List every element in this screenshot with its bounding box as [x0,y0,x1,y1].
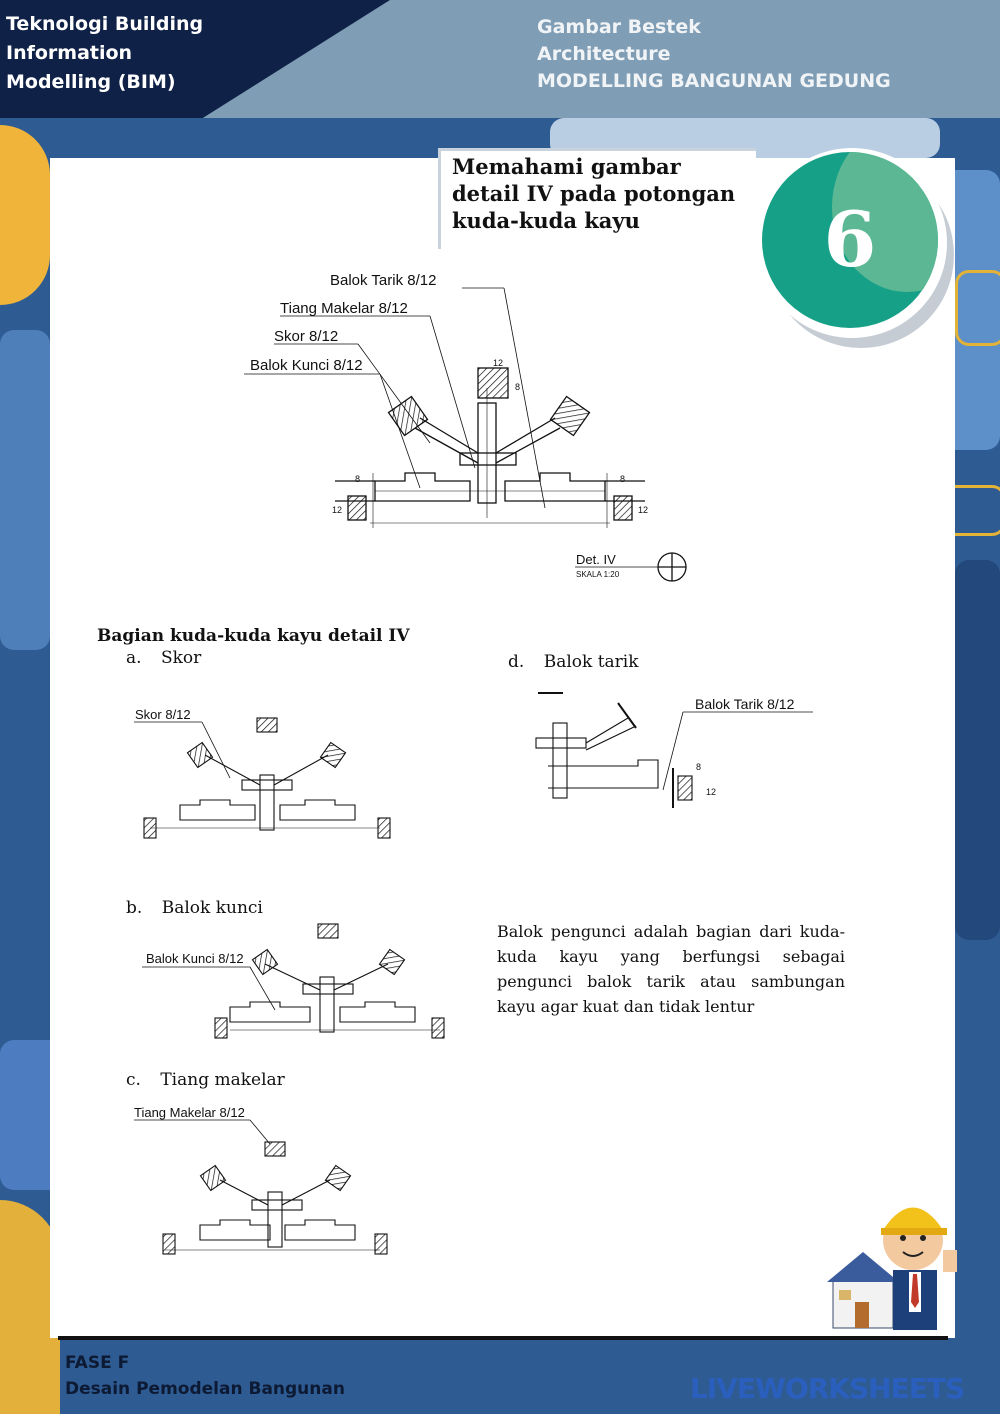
item-a [126,648,201,668]
detail-iv-drawing [240,268,700,588]
label-balok-tarik: Balok Tarik 8/12 [330,272,437,289]
figure-balok-tarik [508,678,848,818]
item-c-text: Tiang makelar [160,1070,285,1090]
item-b-text: Balok kunci [161,898,263,918]
figure-balok-kunci [140,922,450,1052]
item-b [126,898,263,918]
figure-tiang-makelar [130,1100,400,1260]
fig-b-label: Balok Kunci 8/12 [146,951,244,966]
frame-deco-tile [0,125,50,305]
figure-skor [130,700,400,850]
dim-label: 12 [332,505,343,515]
frame-deco-tile [955,270,1000,346]
item-d-marker: d. [508,652,525,672]
fig-d-label: Balok Tarik 8/12 [695,696,795,712]
item-c [126,1070,285,1090]
chapter-badge [762,152,938,328]
label-tiang-makelar: Tiang Makelar 8/12 [280,300,408,317]
header-right-title: Gambar Bestek Architecture MODELLING BANGUNAN GEDUNG [537,16,891,92]
label-balok-kunci: Balok Kunci 8/12 [250,357,363,374]
dim-label: 8 [620,474,626,484]
fig-d-dim: 12 [706,787,717,797]
item-d [508,652,639,672]
dim-label: 8 [515,382,521,392]
frame-deco-tile [0,330,50,650]
item-c-marker: c. [126,1070,141,1090]
footer-divider [58,1336,948,1340]
label-skor: Skor 8/12 [274,328,339,345]
dim-label: 12 [493,358,504,368]
dim-label: 12 [638,505,649,515]
frame-deco-tile [955,560,1000,940]
item-a-marker: a. [126,648,142,668]
item-d-text: Balok tarik [543,652,639,672]
balok-kunci-description: Balok pengunci adalah bagian dari kuda-kuda kayu yang berfungsi sebagai pengunci balok tarik atau sambungan kayu agar kuat dan tidak lentur [497,922,845,1016]
det-title: Det. IV [576,552,616,567]
fig-a-label: Skor 8/12 [135,707,191,722]
item-b-marker: b. [126,898,143,918]
footer-label: FASE F Desain Pemodelan Bangunan [65,1353,345,1399]
liveworksheets-logo: LIVEWORKSHEETS [690,1372,965,1405]
item-a-text: Skor [160,648,202,668]
dim-label: 8 [355,474,361,484]
section-title: Bagian kuda-kuda kayu detail IV [97,626,410,646]
header-left-title: Teknologi Building Information Modelling (BIM) [6,13,204,93]
engineer-mascot-illustration [825,1190,990,1338]
page-title: Memahami gambar detail IV pada potongan kuda-kuda kayu [452,154,736,233]
fig-c-label: Tiang Makelar 8/12 [134,1105,245,1120]
fig-d-dim: 8 [696,762,702,772]
chapter-number: 6 [823,195,877,284]
det-scale: SKALA 1:20 [576,570,620,579]
